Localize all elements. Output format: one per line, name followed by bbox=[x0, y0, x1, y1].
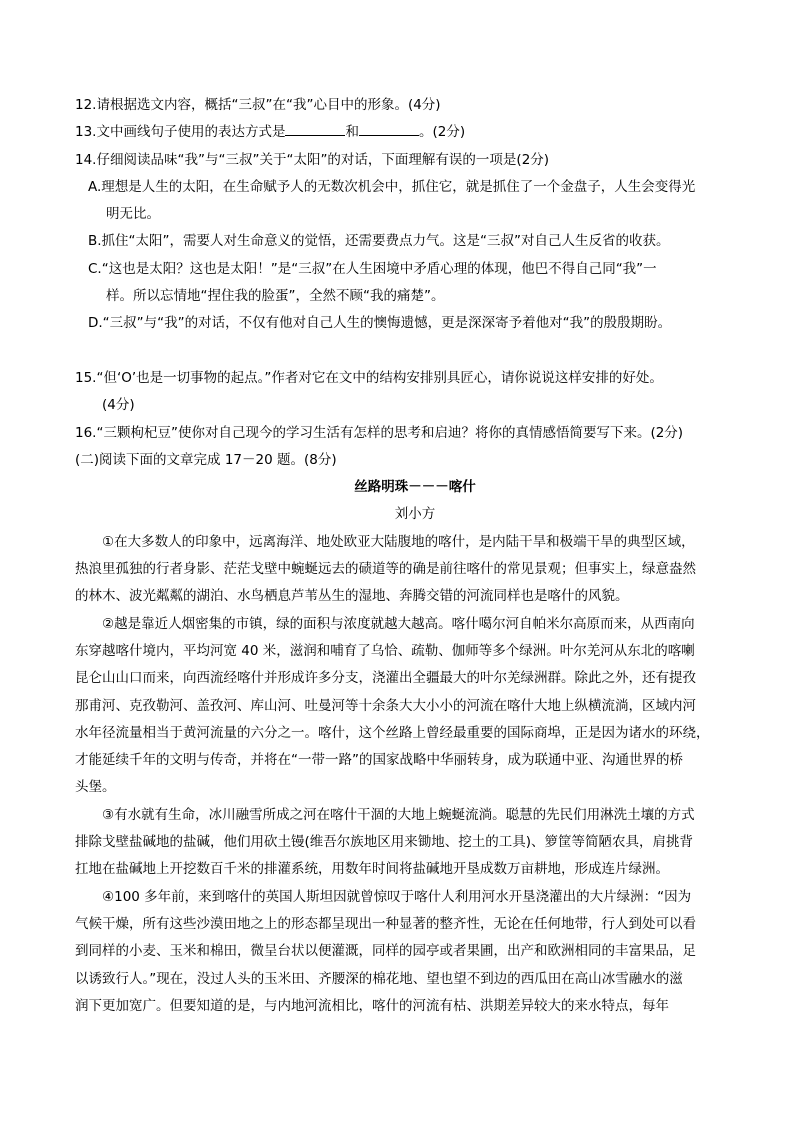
paragraph-line: 水年径流量相当于黄河流量的六分之一。喀什，这个丝路上曾经最重要的国际商埠，正是因为诸水的环绕， bbox=[75, 724, 710, 741]
paragraph-line: 那甫河、克孜勒河、盖孜河、库山河、吐曼河等十余条大大小小的河流在喀什大地上纵横流淌，区域内河 bbox=[75, 697, 696, 714]
article-author: 刘小方 bbox=[394, 506, 436, 523]
paragraph-2 bbox=[75, 611, 755, 802]
option-c-line-1: C.“这也是太阳？这也是太阳！”是“三叔”在人生困境中矛盾心理的体现，他巴不得自己同“我”一 bbox=[88, 260, 657, 277]
option-d: D.“三叔”与“我”的对话，不仅有他对自己人生的懊悔遗憾，更是深深寄予着他对“我”的殷殷期盼。 bbox=[88, 315, 672, 332]
option-a-line-1: A.理想是人生的太阳，在生命赋予人的无数次机会中，抓住它，就是抓住了一个金盘子，人生会变得光 bbox=[88, 178, 696, 195]
paragraph-line: 润下更加宽广。但要知道的是，与内地河流相比，喀什的河流有枯、洪期差异较大的来水特点，每年 bbox=[75, 997, 669, 1014]
paragraph-line: 昆仑山山口而来，向西流经喀什并形成许多分支，浇灌出全疆最大的叶尔羌绿洲群。除此之外，还有提孜 bbox=[75, 670, 696, 687]
paragraph-line: 热浪里孤独的行者身影、茫茫戈壁中蜿蜒远去的碛道等的确是前往喀什的常见景观；但事实上，绿意盎然 bbox=[75, 561, 696, 578]
paragraph-line: 才能延续千年的文明与传奇，并将在“一带一路”的国家战略中华丽转身，成为联通中亚、沟通世界的桥 bbox=[75, 752, 683, 769]
paragraph-line: 以诱致行人。”现在，没过人头的玉米田、齐腰深的棉花地、望也望不到边的西瓜田在高山冰雪融水的滋 bbox=[75, 970, 683, 987]
question-13-score: 。(2分) bbox=[418, 124, 466, 141]
option-b: B.抓住“太阳”，需要人对生命意义的觉悟，还需要费点力气。这是“三叔”对自己人生反省的收获。 bbox=[88, 233, 670, 250]
paragraph-line: ②越是靠近人烟密集的市镇，绿的面积与浓度就越大越高。喀什噶尔河自帕米尔高原而来，从西南向 bbox=[102, 615, 695, 632]
spacer bbox=[75, 338, 755, 365]
question-15-line-1: 15.“但‘O’也是一切事物的起点。”作者对它在文中的结构安排别具匠心，请你说说这样安排的好处。 bbox=[75, 369, 663, 386]
question-12: 12.请根据选文内容，概括“三叔”在“我”心目中的形象。(4分) bbox=[75, 97, 441, 113]
question-13-text: 13.文中画线句子使用的表达方式是 bbox=[75, 124, 286, 141]
article-title: 丝路明珠－－－喀什 bbox=[354, 479, 476, 496]
paragraph-line: ④100 多年前，来到喀什的英国人斯坦因就曾惊叹于喀什人利用河水开垦浇灌出的大片绿洲：“因为 bbox=[102, 888, 692, 905]
paragraph-line: 的林木、波光粼粼的湖泊、水鸟栖息芦苇丛生的湿地、奔腾交错的河流同样也是喀什的风貌。 bbox=[75, 588, 629, 605]
paragraph-line: ①在大多数人的印象中，远离海洋、地处欧亚大陆腹地的喀什，是内陆干旱和极端干旱的典型区域， bbox=[102, 533, 695, 550]
paragraph-3 bbox=[75, 802, 755, 884]
paragraph-4 bbox=[75, 884, 755, 1020]
paragraph-line: 头堡。 bbox=[75, 779, 116, 796]
paragraph-line: 扛地在盐碱地上开挖数百千米的排灌系统，用数年时间将盐碱地开垦成数万亩耕地，形成连片绿洲。 bbox=[75, 861, 669, 878]
paragraph-1 bbox=[75, 529, 755, 611]
answer-blank-2[interactable] bbox=[359, 121, 419, 136]
answer-blank-1[interactable] bbox=[285, 121, 345, 136]
option-c-line-2: 样。所以忘情地“捏住我的脸蛋”，全然不顾“我的痛楚”。 bbox=[106, 288, 445, 305]
paragraph-line: 东穿越喀什境内，平均河宽 40 米，滋润和哺育了乌恰、疏勒、伽师等多个绿洲。叶尔羌河从东北的喀喇 bbox=[75, 642, 695, 659]
paragraph-line: ③有水就有生命，冰川融雪所成之河在喀什干涸的大地上蜿蜒流淌。聪慧的先民们用淋洗土壤的方式 bbox=[102, 806, 695, 823]
paragraph-line: 气候干燥，所有这些沙漠田地之上的形态都呈现出一种显著的整齐性，无论在任何地带，行人到处可以看 bbox=[75, 915, 696, 932]
question-13-and: 和 bbox=[345, 124, 359, 141]
question-14: 14.仔细阅读品味“我”与“三叔”关于“太阳”的对话，下面理解有误的一项是(2分) bbox=[75, 151, 550, 168]
paragraph-line: 到同样的小麦、玉米和棉田，微呈台状以便灌溉，同样的园亭或者果圃，出产和欧洲相同的丰富果品，足 bbox=[75, 943, 696, 960]
question-16: 16.“三颗枸杞豆”使你对自己现今的学习生活有怎样的思考和启迪？将你的真情感悟简要写下来。(2分) bbox=[75, 424, 684, 441]
section-2-heading: (二)阅读下面的文章完成 17－20 题。(8分) bbox=[75, 451, 337, 468]
paragraph-line: 排除戈壁盐碱地的盐碱，他们用砍土镘(维吾尔族地区用来锄地、挖土的工具)、箩筐等简陋农具，肩挑背 bbox=[75, 834, 694, 851]
option-a-line-2: 明无比。 bbox=[106, 206, 160, 223]
question-15-score: (4分) bbox=[102, 397, 135, 414]
question-13 bbox=[75, 119, 755, 146]
document-page bbox=[75, 92, 755, 1020]
